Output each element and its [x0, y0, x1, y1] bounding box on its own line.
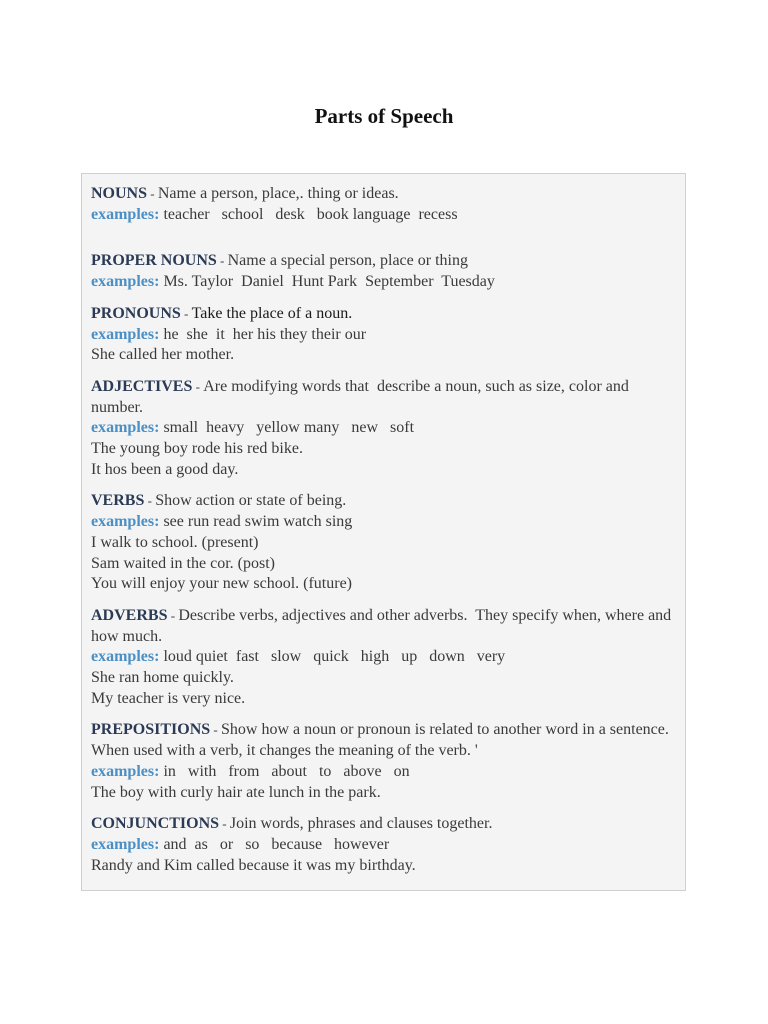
section-pronouns — [91, 304, 675, 366]
section-verbs — [91, 491, 675, 595]
examples-words: he she it her his they their our — [159, 325, 367, 343]
examples-label: examples: — [91, 835, 160, 853]
examples-words: loud quiet fast slow quick high up down very — [159, 648, 506, 666]
examples-line — [91, 272, 675, 293]
section-proper-nouns — [91, 251, 675, 292]
separator: - — [180, 305, 192, 321]
separator: - — [216, 253, 228, 269]
examples-label: examples: — [91, 273, 160, 291]
term-adverbs: ADVERBS — [91, 606, 168, 624]
examples-label: examples: — [91, 325, 160, 343]
definition: Show action or state of being. — [155, 492, 347, 510]
term-adjectives: ADJECTIVES — [91, 377, 193, 395]
definition: Join words, phrases and clauses together. — [229, 815, 493, 833]
example-sentence: Sam waited in the cor. (post) — [91, 554, 275, 572]
example-sentence: Randy and Kim called because it was my birthday. — [91, 856, 416, 874]
term-prepositions: PREPOSITIONS — [91, 721, 211, 739]
example-sentence: She called her mother. — [91, 346, 235, 364]
definition: Name a person, place,. thing or ideas. — [157, 185, 399, 202]
separator: - — [144, 493, 156, 509]
term-verbs: VERBS — [91, 492, 145, 510]
separator: - — [192, 378, 204, 394]
examples-line — [91, 512, 675, 533]
examples-label: examples: — [91, 648, 160, 666]
page-title: Parts of Speech — [314, 104, 454, 128]
definition-line — [91, 491, 675, 512]
term-proper-nouns: PROPER NOUNS — [91, 252, 217, 270]
examples-line — [91, 205, 675, 226]
examples-words: teacher school desk book language recess — [159, 205, 458, 223]
definition-line — [91, 377, 675, 418]
examples-line — [91, 418, 675, 439]
section-adverbs — [91, 606, 675, 710]
example-sentence: It hos been a good day. — [91, 460, 239, 478]
example-sentence: You will enjoy your new school. (future) — [91, 575, 353, 593]
definition-line — [91, 606, 675, 647]
examples-words: small heavy yellow many new soft — [159, 419, 415, 437]
examples-line — [91, 647, 675, 668]
examples-words: and as or so because however — [159, 835, 390, 853]
example-sentence: The boy with curly hair ate lunch in the park. — [91, 783, 381, 801]
examples-words: see run read swim watch sing — [159, 513, 353, 531]
definition: Name a special person, place or thing — [227, 252, 468, 270]
example-sentence: My teacher is very nice. — [91, 689, 246, 707]
definition: Are modifying words that describe a noun, such as size, color and number. — [91, 377, 633, 416]
examples-words: in with from about to above on — [159, 762, 410, 780]
section-nouns — [91, 184, 675, 225]
examples-label: examples: — [91, 762, 160, 780]
definition-line — [91, 720, 675, 761]
examples-label: examples: — [91, 513, 160, 531]
term-pronouns: PRONOUNS — [91, 304, 181, 322]
definition-line — [91, 184, 675, 205]
definition-line — [91, 251, 675, 272]
example-sentence: I walk to school. (present) — [91, 533, 259, 551]
examples-label: examples: — [91, 419, 160, 437]
definition: Show how a noun or pronoun is related to another word in a sentence. When used with a verb, it changes the meaning of the verb. ' — [91, 721, 677, 760]
separator: - — [219, 816, 230, 832]
examples-words: Ms. Taylor Daniel Hunt Park September Tuesday — [159, 273, 495, 291]
definition-line — [91, 814, 675, 835]
separator: - — [167, 607, 179, 623]
examples-line — [91, 762, 675, 783]
definition: Take the place of a noun. — [191, 304, 353, 322]
section-prepositions — [91, 720, 675, 803]
parts-of-speech-box — [81, 173, 686, 891]
examples-line — [91, 835, 675, 856]
definition-line — [91, 304, 675, 325]
separator: - — [147, 186, 158, 201]
separator: - — [210, 722, 221, 738]
term-conjunctions: CONJUNCTIONS — [91, 815, 220, 833]
examples-label: examples: — [91, 205, 160, 223]
definition: Describe verbs, adjectives and other adverbs. They specify when, where and how much. — [91, 606, 676, 645]
term-nouns: NOUNS — [91, 185, 148, 202]
examples-line — [91, 325, 675, 346]
section-conjunctions — [91, 814, 675, 876]
section-adjectives — [91, 377, 675, 481]
example-sentence: The young boy rode his red bike. — [91, 440, 303, 458]
example-sentence: She ran home quickly. — [91, 669, 234, 687]
